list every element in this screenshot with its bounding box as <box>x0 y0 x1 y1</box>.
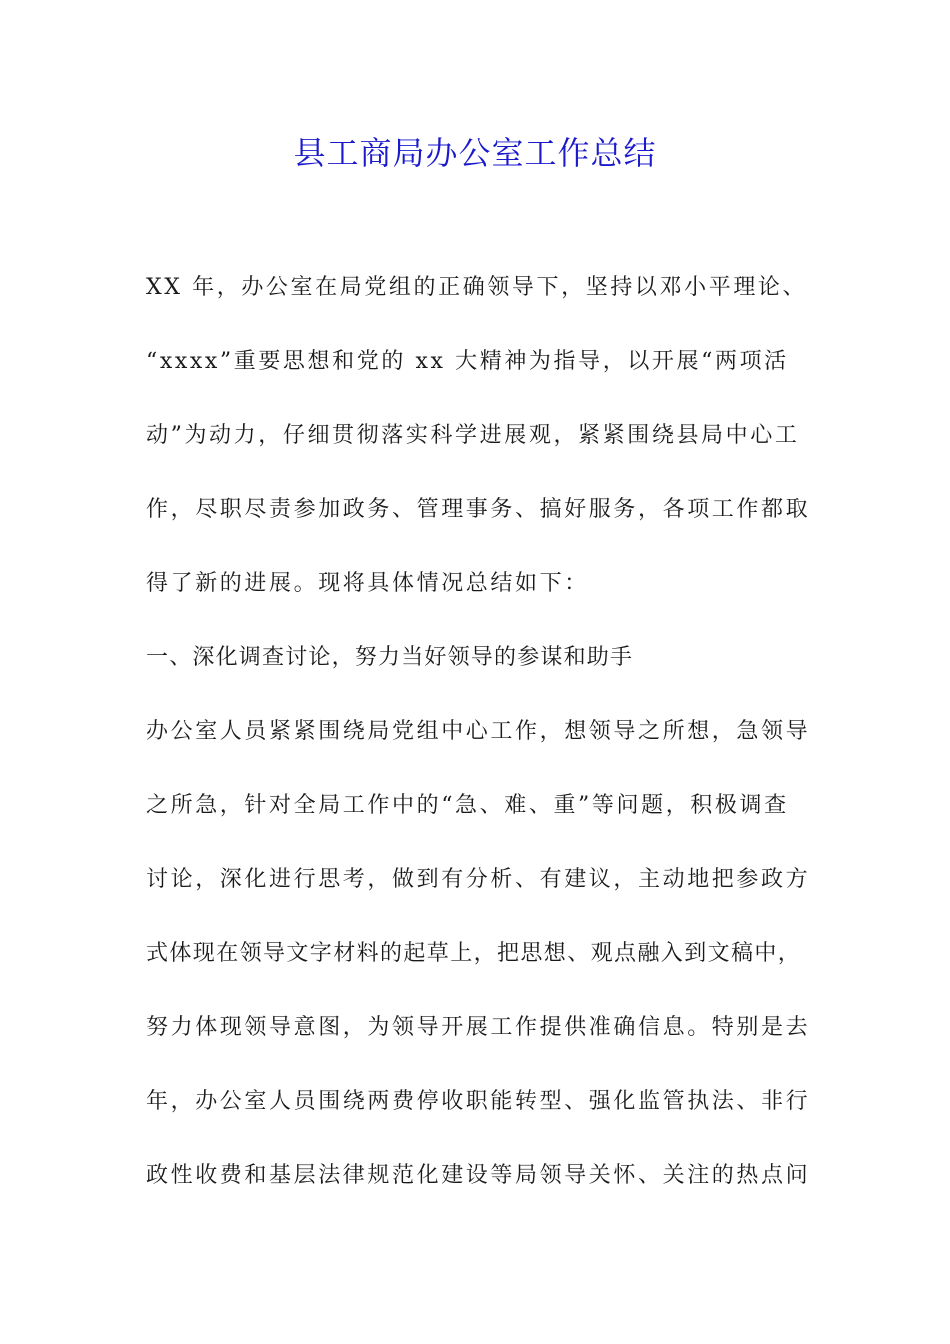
paragraph-line: 讨论，深化进行思考，做到有分析、有建议，主动地把参政方 <box>146 867 811 892</box>
paragraph-line: 之所急，针对全局工作中的“急、难、重”等问题，积极调查 <box>146 793 789 818</box>
paragraph-line: 政性收费和基层法律规范化建设等局领导关怀、关注的热点问 <box>146 1163 811 1188</box>
paragraph-line: 努力体现领导意图，为领导开展工作提供准确信息。特别是去 <box>146 1015 811 1040</box>
document-title: 县工商局办公室工作总结 <box>293 134 657 172</box>
section-heading: 一、深化调查讨论，努力当好领导的参谋和助手 <box>146 645 634 670</box>
paragraph-line: “xxxx”重要思想和党的 xx 大精神为指导，以开展“两项活 <box>146 349 789 374</box>
paragraph-line: 办公室人员紧紧围绕局党组中心工作，想领导之所想，急领导 <box>146 719 811 744</box>
paragraph-line: 动”为动力，仔细贯彻落实科学进展观，紧紧围绕县局中心工 <box>146 423 800 448</box>
paragraph-line: 作，尽职尽责参加政务、管理事务、搞好服务，各项工作都取 <box>146 497 811 522</box>
paragraph-line: 年，办公室人员围绕两费停收职能转型、强化监管执法、非行 <box>146 1089 811 1114</box>
paragraph-line: 得了新的进展。现将具体情况总结如下： <box>146 571 589 596</box>
document-body <box>146 263 826 1225</box>
paragraph-line: 式体现在领导文字材料的起草上，把思想、观点融入到文稿中， <box>146 941 802 966</box>
paragraph-line: XX 年，办公室在局党组的正确领导下，坚持以邓小平理论、 <box>146 275 808 300</box>
